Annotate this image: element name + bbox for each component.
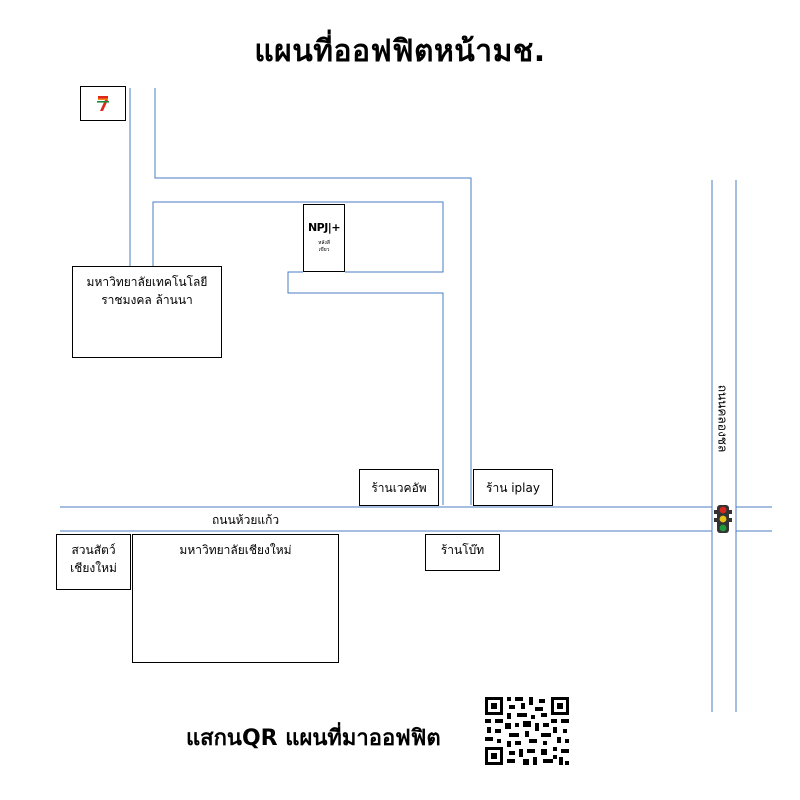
landmark-bot-shop-label: ร้านโบ๊ท [440, 543, 485, 557]
landmark-zoo[interactable] [56, 534, 131, 590]
seven-eleven-logo [80, 86, 126, 121]
landmark-bot-shop[interactable] [425, 534, 500, 571]
map-title: แผนที่ออฟฟิตหน้ามช. [254, 34, 546, 69]
road-label-huay-kaew: ถนนห้วยแก้ว [212, 513, 280, 527]
traffic-light-icon [714, 505, 732, 533]
landmark-iplay-shop[interactable] [473, 469, 553, 506]
landmark-wakeup-shop-label: ร้านเวคอัพ [371, 481, 427, 495]
landmark-cmu[interactable] [132, 534, 339, 663]
road-line [153, 202, 443, 272]
landmark-rmutl-label: มหาวิทยาลัยเทคโนโลยี ราชมงคล ล้านนา [86, 275, 208, 307]
landmark-cmu-label: มหาวิทยาลัยเชียงใหม่ [179, 543, 292, 557]
landmark-wakeup-shop[interactable] [359, 469, 439, 506]
landmark-zoo-label: สวนสัตว์ เชียงใหม่ [70, 543, 117, 575]
qr-caption: แสกนQR แผนที่มาออฟฟิต [186, 726, 441, 751]
qr-code-icon[interactable] [483, 695, 571, 767]
landmark-rmutl[interactable] [72, 266, 222, 358]
road-label-khlong-chon: ถนนคลองชล [715, 384, 730, 453]
office-note: หลังสี เขียว [318, 240, 330, 253]
office-brand: NPJ|+ [307, 221, 341, 234]
office-marker[interactable] [303, 204, 345, 272]
landmark-iplay-shop-label: ร้าน iplay [486, 481, 540, 495]
